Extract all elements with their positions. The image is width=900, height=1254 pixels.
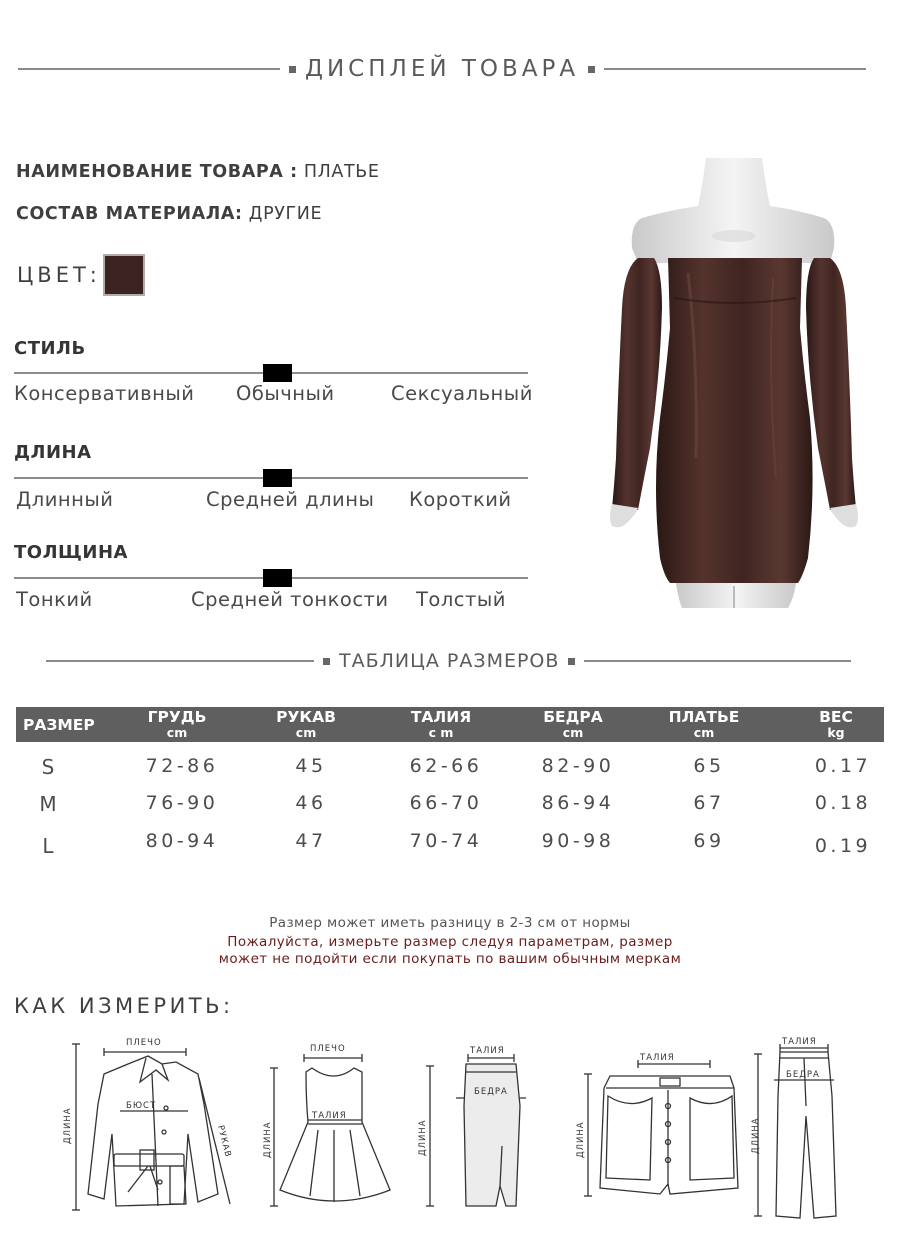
size-cell: M — [39, 792, 57, 816]
table-cell: 45 — [295, 755, 327, 777]
table-header — [16, 707, 884, 742]
jacket-measure-diagram — [58, 1034, 238, 1218]
table-row — [16, 755, 884, 785]
table-cell: 66-70 — [409, 792, 483, 814]
table-cell: 0.18 — [814, 792, 872, 814]
shorts-measure-diagram — [570, 1048, 742, 1200]
scale-label-middle: Обычный — [236, 382, 335, 405]
table-cell: 0.19 — [814, 835, 872, 857]
material-label: СОСТАВ МАТЕРИАЛА: — [16, 204, 243, 224]
square-bullet-icon — [568, 658, 575, 665]
product-name-value: ПЛАТЬЕ — [303, 162, 380, 182]
hips-label: БЕДРА — [474, 1087, 508, 1097]
table-cell: 72-86 — [145, 755, 219, 777]
waist-label: ТАЛИЯ — [470, 1046, 505, 1056]
table-cell: 70-74 — [409, 830, 483, 852]
section-title: ДИСПЛЕЙ ТОВАРА — [305, 56, 580, 82]
column-header-bust: ГРУДЬ cm — [147, 708, 207, 740]
waist-label: ТАЛИЯ — [782, 1037, 817, 1047]
length-label: ДЛИНА — [576, 1121, 586, 1158]
bust-label: БЮСТ — [126, 1101, 157, 1111]
hips-label: БЕДРА — [786, 1070, 820, 1080]
table-cell: 82-90 — [541, 755, 615, 777]
square-bullet-icon — [323, 658, 330, 665]
product-photo — [598, 158, 870, 608]
size-note: Размер может иметь разницу в 2-3 см от нормы — [269, 915, 631, 931]
table-cell: 76-90 — [145, 792, 219, 814]
length-label: ДЛИНА — [751, 1117, 761, 1154]
scale-label-right: Короткий — [409, 488, 512, 511]
table-cell: 46 — [295, 792, 327, 814]
dress-measure-diagram — [258, 1040, 398, 1212]
column-header-sleeve: РУКАВ cm — [276, 708, 336, 740]
scale-label-left: Консервативный — [14, 382, 195, 405]
size-table — [16, 707, 884, 858]
waist-label: ТАЛИЯ — [312, 1111, 347, 1121]
measure-warning-line2: может не подойти если покупать по вашим обычным меркам — [218, 951, 682, 967]
size-cell: S — [41, 755, 55, 779]
section-title: ТАБЛИЦА РАЗМЕРОВ — [339, 650, 560, 672]
table-cell: 69 — [693, 830, 725, 852]
table-cell: 0.17 — [814, 755, 872, 777]
color-label: ЦВЕТ: — [17, 263, 101, 287]
pants-measure-diagram — [746, 1036, 866, 1222]
shoulder-label: ПЛЕЧО — [310, 1044, 346, 1054]
scale-label-right: Сексуальный — [391, 382, 533, 405]
divider-line — [46, 660, 314, 662]
scale-label-right: Толстый — [416, 588, 506, 611]
square-bullet-icon — [289, 66, 296, 73]
scale-label-middle: Средней длины — [206, 488, 375, 511]
waist-label: ТАЛИЯ — [640, 1053, 675, 1063]
how-to-measure-title: КАК ИЗМЕРИТЬ: — [14, 994, 234, 1018]
table-cell: 47 — [295, 830, 327, 852]
product-name-row — [16, 162, 380, 182]
table-cell: 67 — [693, 792, 725, 814]
scale-label-left: Тонкий — [16, 588, 93, 611]
table-cell: 62-66 — [409, 755, 483, 777]
length-label: ДЛИНА — [63, 1107, 73, 1144]
table-cell: 80-94 — [145, 830, 219, 852]
scale-marker — [263, 569, 292, 587]
table-cell: 86-94 — [541, 792, 615, 814]
thickness-scale — [14, 542, 528, 614]
column-header-size: РАЗМЕР — [23, 716, 95, 734]
scale-marker — [263, 469, 292, 487]
sleeve-label: РУКАВ — [215, 1124, 233, 1159]
scale-title: СТИЛЬ — [14, 338, 86, 359]
divider-line — [604, 68, 866, 70]
shoulder-label: ПЛЕЧО — [126, 1038, 162, 1048]
length-label: ДЛИНА — [418, 1119, 428, 1156]
product-name-label: НАИМЕНОВАНИЕ ТОВАРА : — [16, 162, 298, 182]
skirt-measure-diagram — [412, 1046, 540, 1214]
material-value: ДРУГИЕ — [248, 204, 323, 224]
column-header-dress-length: ПЛАТЬЕ cm — [668, 708, 740, 740]
section-header-display — [0, 56, 900, 82]
scale-title: ДЛИНА — [14, 442, 92, 463]
size-cell: L — [42, 834, 54, 858]
length-scale — [14, 442, 528, 514]
column-header-weight: ВЕС kg — [819, 708, 853, 740]
table-cell: 65 — [693, 755, 725, 777]
column-header-hips: БЕДРА cm — [543, 708, 603, 740]
divider-line — [584, 660, 851, 662]
table-row — [16, 792, 884, 822]
material-row — [16, 204, 322, 224]
column-header-waist: ТАЛИЯ c m — [410, 708, 472, 740]
length-label: ДЛИНА — [263, 1121, 273, 1158]
scale-marker — [263, 364, 292, 382]
color-swatch[interactable] — [103, 254, 145, 296]
style-scale — [14, 338, 533, 408]
square-bullet-icon — [588, 66, 595, 73]
color-row — [17, 254, 145, 296]
section-header-size — [0, 650, 900, 672]
measure-warning-line1: Пожалуйста, измерьте размер следуя параметрам, размер — [227, 934, 673, 950]
scale-label-middle: Средней тонкости — [191, 588, 389, 611]
table-cell: 90-98 — [541, 830, 615, 852]
scale-label-left: Длинный — [16, 488, 114, 511]
scale-title: ТОЛЩИНА — [14, 542, 128, 563]
divider-line — [18, 68, 280, 70]
table-row — [16, 830, 884, 860]
